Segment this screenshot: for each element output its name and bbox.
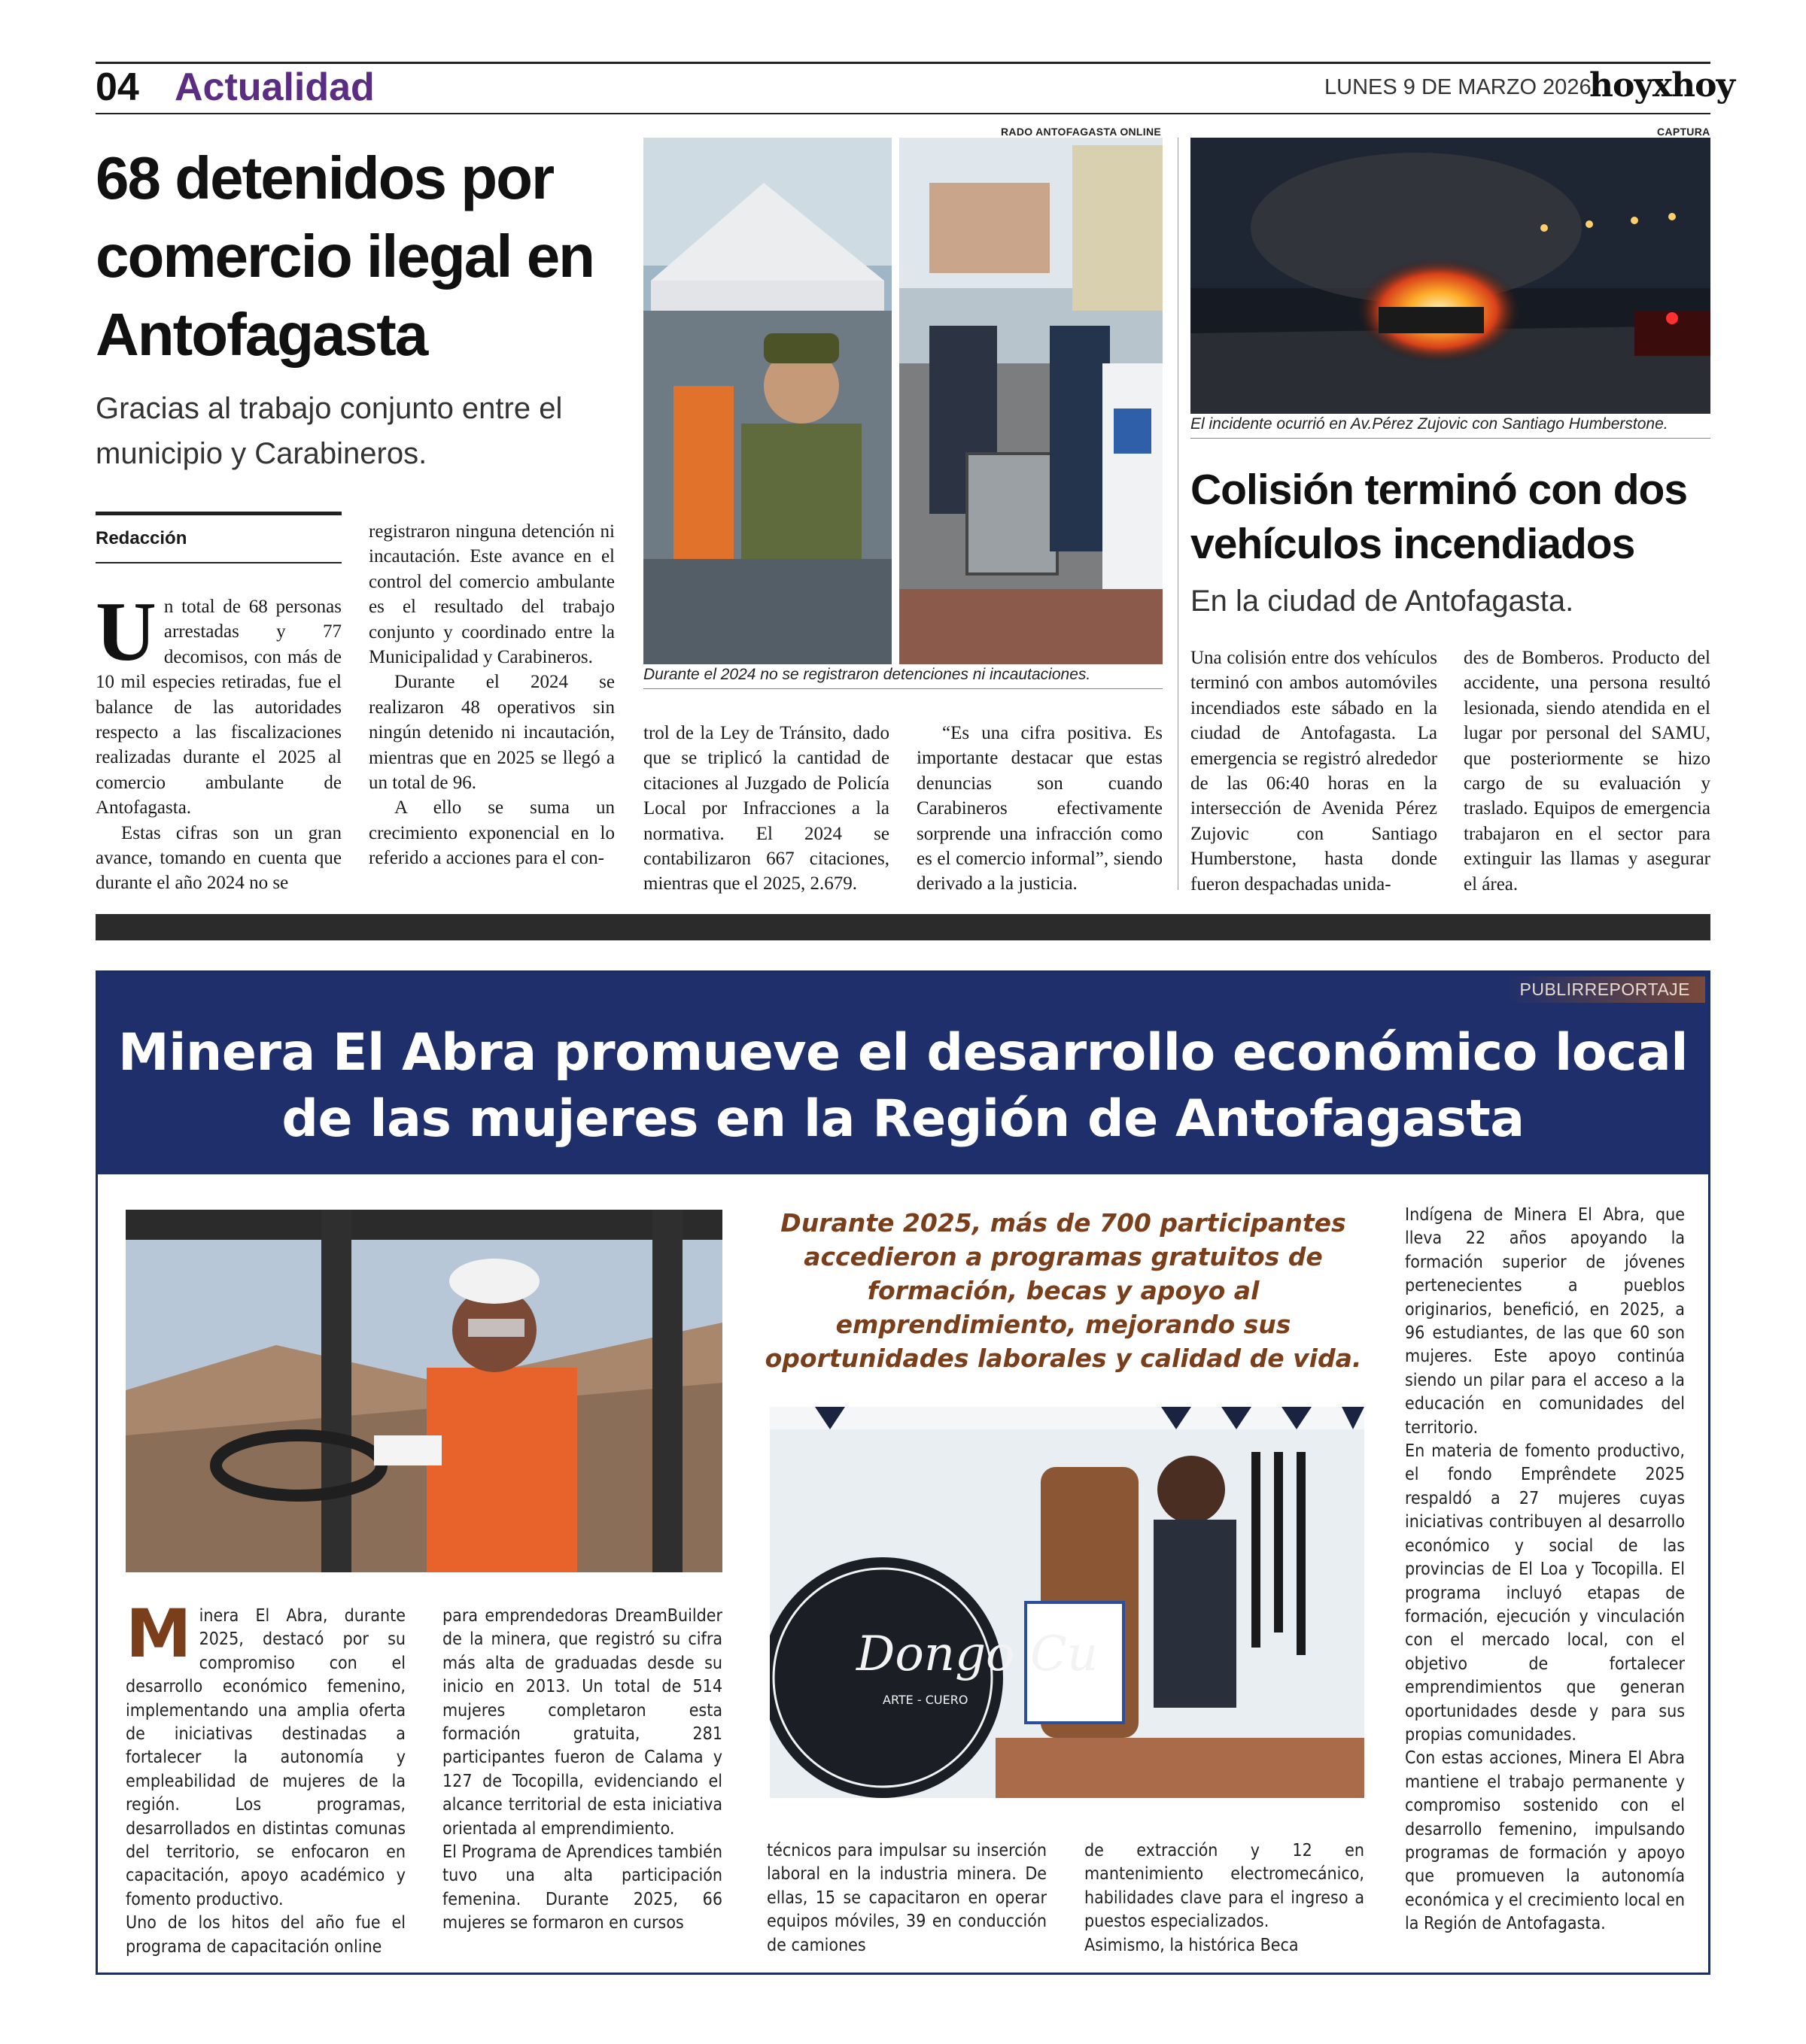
advertorial-title-line1: Minera El Abra promueve el desarrollo económico local [117, 1023, 1689, 1083]
article1-col3-p1: trol de la Ley de Tránsito, dado que se triplicó la cantidad de citaciones al Juzgado de Policía Local por Infracciones a la normativa. El 2024 se contabilizaron 667 citaciones, mientras que el 2025, 2.679. [643, 723, 889, 894]
article1-col1 [96, 585, 342, 896]
advertorial [96, 970, 1710, 1975]
article1-col1-p1: n total de 68 personas arrestadas y 77 decomisos, con más de 10 mil especies retiradas, fue el balance de las autoridades respecto a las fiscalizaciones realizadas durante el 2025 al comercio ambulante de Antofagasta. [96, 597, 342, 819]
article1-subtitle: Gracias al trabajo conjunto entre el municipio y Carabineros. [96, 392, 563, 470]
leather-shop-sign-sub: ARTE - CUERO [883, 1693, 968, 1707]
article2-col2 [1464, 645, 1710, 897]
photo-inspectors-cart [899, 138, 1163, 664]
issue-date: LUNES 9 DE MARZO 2026 [1324, 75, 1592, 99]
advertorial-dropcap: M [126, 1595, 192, 1672]
article1-col3 [643, 721, 889, 897]
advertorial-col2-p2: El Programa de Aprendices también tuvo una alta participación femenina. Durante 2025, 66 mujeres se formaron en cursos [442, 1842, 722, 1933]
photo-burning-cars [1190, 138, 1710, 414]
article2-subtitle: En la ciudad de Antofagasta. [1190, 585, 1574, 618]
byline-rule-top [96, 512, 342, 515]
advertorial-col1 [126, 1595, 406, 1959]
brand-logo: hoyxhoy [1589, 66, 1735, 105]
advertorial-col1-p1: inera El Abra, durante 2025, destacó por su compromiso con el desarrollo económico femenino, implementando una amplia oferta de iniciativas destinadas a fortalecer la autonomía y empleabilidad de mujeres de la región. Los programas, desarrollados en distintas comunas del territorio, se enfocaron en capacitación, apoyo académico y fomento productivo. [126, 1606, 406, 1909]
advertorial-col2-p1: para emprendedoras DreamBuilder de la minera, que registró su cifra más alta de graduadas desde su inicio en 2013. Un total de 514 mujeres completaron esta formación gratuita, 281 participantes fueron de Calama y 127 de Tocopilla, evidenciando el alcance territorial de esta iniciativa orientada al emprendimiento. [442, 1606, 722, 1839]
article2-col1-p1: Una colisión entre dos vehículos terminó con ambos automóviles incendiados este sábado en la ciudad de Antofagasta. La emergencia se registró alrededor de las 06:40 horas en la intersección de Avenida Pérez Zujovic con Santiago Humberstone, hasta donde fueron despachadas unida- [1190, 648, 1437, 894]
advertorial-col3-p1: técnicos para impulsar su inserción laboral en la industria minera. De ellas, 15 se capacitaron en operar equipos móviles, 39 en conducción de camiones [767, 1841, 1047, 1955]
photo-police-street [643, 138, 892, 664]
article1-title: 68 detenidos por comercio ilegal en Antofagasta [96, 144, 594, 368]
article2-photo-credit: CAPTURA [1657, 126, 1710, 138]
article2-col1 [1190, 645, 1437, 897]
article1-caption-rule [643, 688, 1163, 689]
photo-woman-in-machine [126, 1210, 722, 1572]
advertorial-title-line2: de las mujeres en la Región de Antofagasta [281, 1089, 1525, 1149]
article2-photo-caption: El incidente ocurrió en Av.Pérez Zujovic con Santiago Humberstone. [1190, 415, 1668, 433]
article1-col2-p2: Durante el 2024 se realizaron 48 operativos sin ningún detenido ni incautación, mientras que en 2025 se llegó a un total de 96. [369, 672, 615, 794]
article1-col2-p1: registraron ninguna detención ni incautación. Este avance en el control del comercio ambulante es el resultado del trabajo conjunto y coordinado entre la Municipalidad y Carabineros. [369, 521, 615, 668]
advertorial-header [98, 973, 1708, 1174]
advertorial-col5-p3: Con estas acciones, Minera El Abra mantiene el trabajo permanente y compromiso sostenido con el desarrollo femenino, impulsando programas de formación y apoyo que promueven la autonomía económica y el crecimiento local en la Región de Antofagasta. [1405, 1748, 1685, 1934]
section-label: Actualidad [175, 65, 375, 109]
masthead-rule [96, 113, 1710, 114]
leather-shop-sign: Dongo Cu [856, 1626, 1099, 1682]
advertorial-col4-p2: Asimismo, la histórica Beca [1084, 1935, 1299, 1955]
advertorial-col1-p2: Uno de los hitos del año fue el programa de capacitación online [126, 1913, 406, 1957]
article2-caption-rule [1190, 438, 1710, 439]
article1-col2-p3: A ello se suma un crecimiento exponencial en lo referido a acciones para el con- [369, 797, 615, 869]
advertorial-col4-p1: de extracción y 12 en mantenimiento electromecánico, habilidades clave para el ingreso a puestos especializados. [1084, 1841, 1364, 1932]
article1-col4 [917, 721, 1163, 897]
article1-col1-p2: Estas cifras son un gran avance, tomando en cuenta que durante el año 2024 no se [96, 822, 342, 894]
section-divider-bar [96, 914, 1710, 940]
article1-photo-credit: RADO ANTOFAGASTA ONLINE [1001, 126, 1162, 138]
advertorial-col5-p2: En materia de fomento productivo, el fondo Emprêndete 2025 respaldó a 27 mujeres cuyas iniciativas contribuyen al desarrollo económico y social de las provincias de El Loa y Tocopilla. El programa incluyó etapas de formación, ejecución y vinculación con el mercado local, con el objetivo de fortalecer emprendimientos que generan oportunidades desde y para sus propias comunidades. [1405, 1441, 1685, 1745]
article1-byline: Redacción [96, 528, 187, 548]
advertorial-col2 [442, 1605, 722, 1936]
advertorial-col5 [1405, 1204, 1685, 1936]
page-number: 04 [96, 65, 139, 109]
article1-photo-caption: Durante el 2024 no se registraron detenciones ni incautaciones. [643, 666, 1091, 683]
advertorial-col4 [1084, 1839, 1364, 1957]
photo-leather-stand [770, 1407, 1364, 1798]
article1-col4-p1: “Es una cifra positiva. Es importante destacar que estas denuncias son cuando Carabineros efectivamente sorprende una infracción como es el comercio informal”, siendo derivado a la justicia. [917, 723, 1163, 894]
advertorial-highlight: Durante 2025, más de 700 participantes accedieron a programas gratuitos de formación, becas y apoyo al emprendimiento, mejorando sus oportunidades laborales y calidad de vida. [765, 1208, 1362, 1373]
advertorial-tag: PUBLIRREPORTAJE [1505, 976, 1705, 1003]
advertorial-col5-p1: Indígena de Minera El Abra, que lleva 22 años apoyando la formación superior de jóvenes pertenecientes a pueblos originarios, benefició, en 2025, a 96 estudiantes, de las que 60 son mujeres. Este apoyo continúa siendo un pilar para el acceso a la educación en comunidades del territorio. [1405, 1205, 1685, 1438]
article1-col2 [369, 519, 615, 871]
article2-col2-p1: des de Bomberos. Producto del accidente, una persona resultó lesionada, siendo atendida en el lugar por personal del SAMU, que posteriormente se hizo cargo de su evaluación y traslado. Equipos de emergencia trabajaron en el sector para extinguir las llamas y asegurar el área. [1464, 648, 1710, 894]
article1-dropcap: U [96, 585, 157, 679]
article2-title: Colisión terminó con dos vehículos incendiados [1190, 466, 1688, 568]
byline-rule-bottom [96, 562, 342, 563]
advertorial-col3 [767, 1839, 1047, 1957]
